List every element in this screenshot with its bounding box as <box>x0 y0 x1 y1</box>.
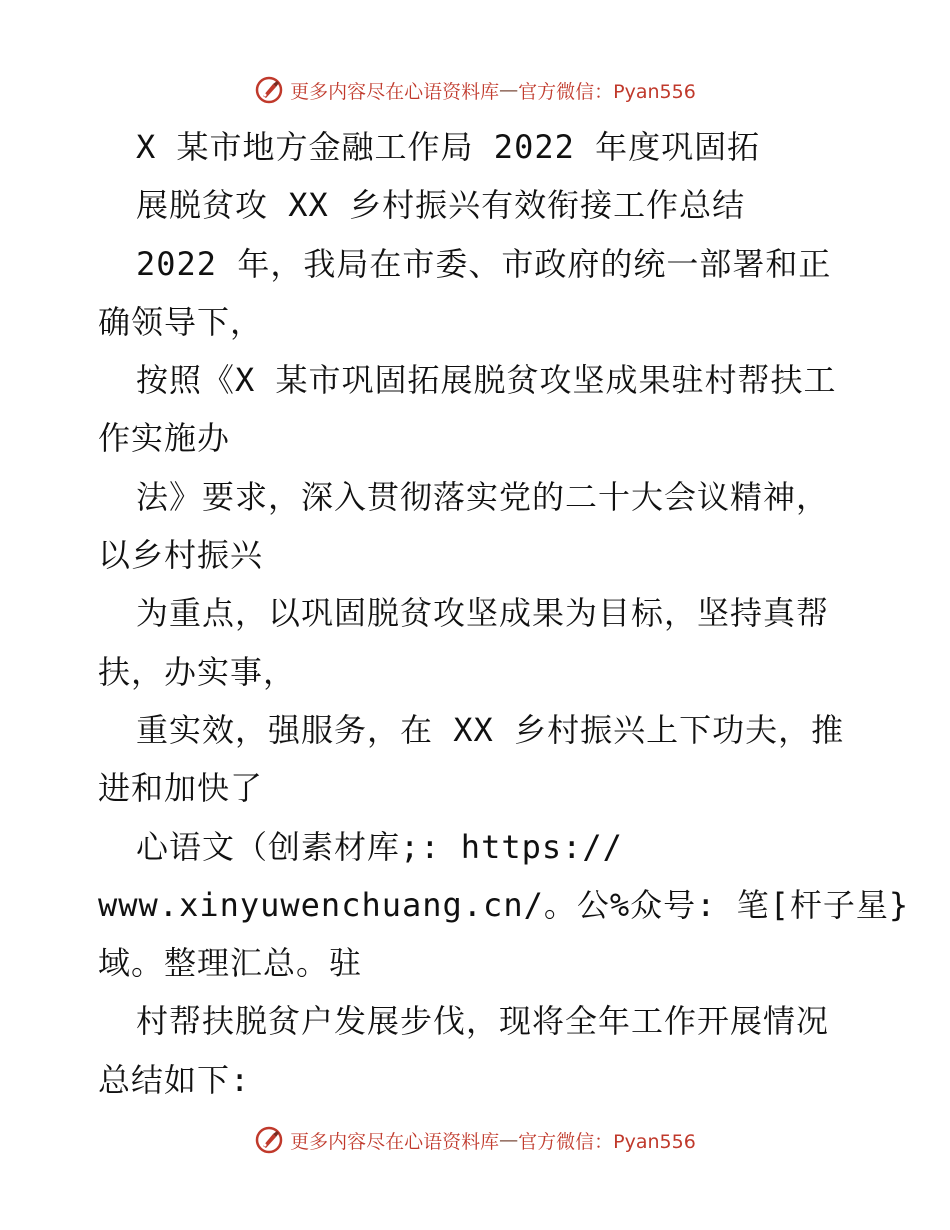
pen-nib-logo-icon <box>254 75 284 105</box>
paragraph-line: 村帮扶脱贫户发展步伐，现将全年工作开展情况 <box>136 1002 830 1041</box>
banner-main-text: 更多内容尽在心语资料库 <box>290 80 500 103</box>
paragraph-line: 确领导下， <box>98 302 264 341</box>
banner-main-text: 更多内容尽在心语资料库 <box>290 1130 500 1153</box>
banner-separator: — <box>499 1129 519 1151</box>
header-watermark-banner <box>0 70 950 110</box>
paragraph-line: 以乡村振兴 <box>98 536 264 575</box>
paragraph-line: 域。整理汇总。驻 <box>98 944 363 983</box>
paragraph-line: 法》要求，深入贯彻落实党的二十大会议精神， <box>136 477 830 516</box>
document-title-line-1: X 某市地方金融工作局 2022 年度巩固拓 <box>136 128 761 166</box>
footer-watermark-banner <box>0 1120 950 1160</box>
paragraph-line: 扶，办实事， <box>98 652 297 691</box>
paragraph-line: 进和加快了 <box>98 769 264 808</box>
paragraph-line: www.xinyuwenchuang.cn/。公%众号: 笔[杆子星} <box>98 885 910 924</box>
paragraph-line: 总结如下: <box>98 1060 251 1099</box>
paragraph-line: 心语文（创素材库;: https:// <box>136 827 623 866</box>
paragraph-line: 重实效，强服务，在 XX 乡村振兴上下功夫，推 <box>136 710 845 749</box>
document-body <box>98 118 910 1109</box>
paragraph-line: 作实施办 <box>98 419 231 458</box>
paragraph-line: 2022 年，我局在市委、市政府的统一部署和正 <box>136 244 832 283</box>
banner-suffix-text: 官方微信：Pyan556 <box>518 80 696 103</box>
pen-nib-logo-icon <box>254 1125 284 1155</box>
banner-suffix-text: 官方微信：Pyan556 <box>518 1130 696 1153</box>
banner-separator: — <box>499 79 519 101</box>
paragraph-line: 按照《X 某市巩固拓展脱贫攻坚成果驻村帮扶工 <box>136 361 837 400</box>
paragraph-line: 为重点，以巩固脱贫攻坚成果为目标，坚持真帮 <box>136 594 830 633</box>
document-title-line-2: 展脱贫攻 XX 乡村振兴有效衔接工作总结 <box>136 186 746 225</box>
